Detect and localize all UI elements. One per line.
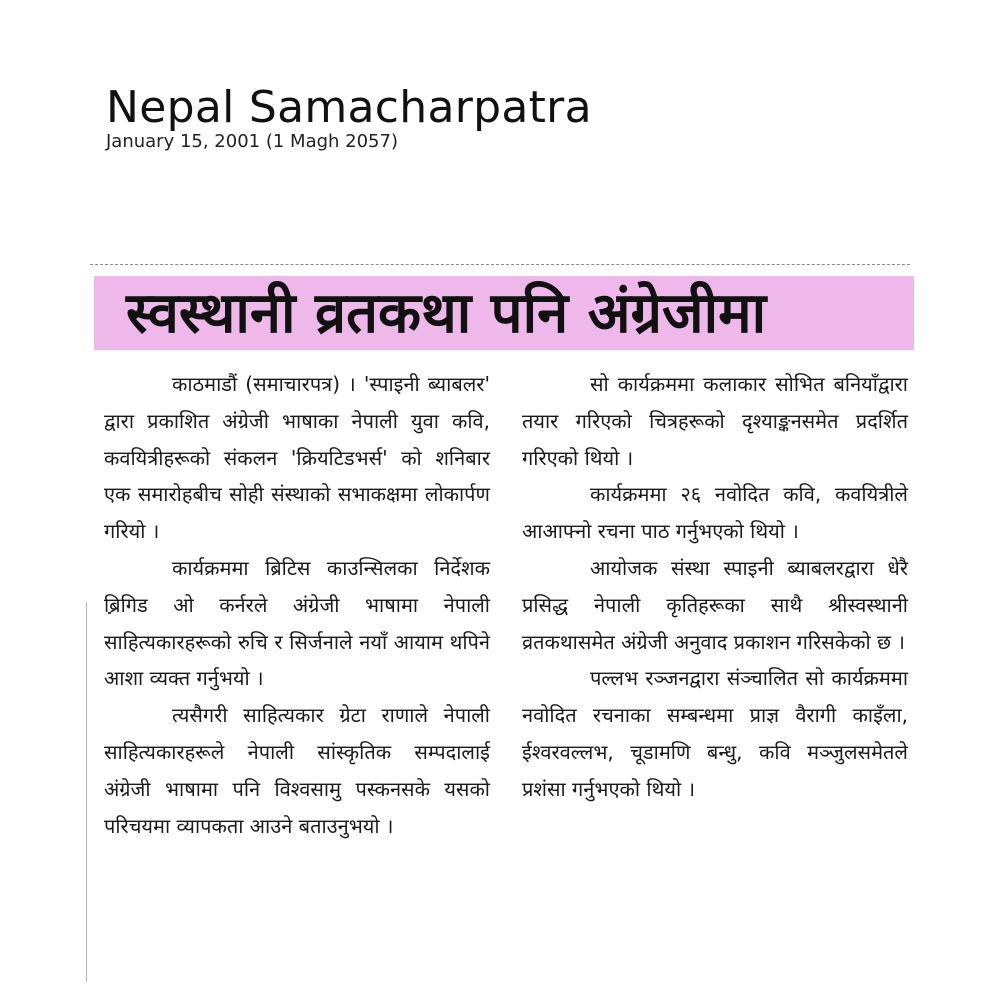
newspaper-clipping xyxy=(86,262,914,982)
right-paragraph: कार्यक्रममा २६ नवोदित कवि, कवयित्रीले आआफ्नो रचना पाठ गर्नुभएको थियो । xyxy=(522,482,908,544)
margin-line xyxy=(86,602,87,982)
top-rule xyxy=(90,264,910,265)
right-column xyxy=(522,366,908,808)
publication-date: January 15, 2001 (1 Magh 2057) xyxy=(106,131,398,152)
left-column xyxy=(104,366,490,844)
left-paragraph: त्यसैगरी साहित्यकार ग्रेटा राणाले नेपाली साहित्यकारहरूले नेपाली सांस्कृतिक सम्पदालाई अंग्रेजी भाषामा पनि विश्वसामु पस्कनसके यसको परिचयमा व्यापकता आउने बताउनुभयो । xyxy=(104,703,490,838)
right-paragraph: आयोजक संस्था स्पाइनी ब्याबलरद्वारा धेरै प्रसिद्ध नेपाली कृतिहरूका साथै श्रीस्वस्थानी व्रतकथासमेत अंग्रेजी अनुवाद प्रकाशन गरिसकेको छ । xyxy=(522,555,908,654)
article-headline: स्वस्थानी व्रतकथा पनि अंग्रेजीमा xyxy=(126,280,767,346)
newspaper-name: Nepal Samacharpatra xyxy=(106,82,592,133)
left-paragraph: कार्यक्रममा ब्रिटिस काउन्सिलका निर्देशक ब्रिगिड ओ कर्नरले अंग्रेजी भाषामा नेपाली साहित्यकारहरूको रुचि र सिर्जनाले नयाँ आयाम थपिने आशा व्यक्त गर्नुभयो । xyxy=(104,555,490,691)
right-paragraph: पल्लभ रञ्जनद्वारा संञ्चालित सो कार्यक्रममा नवोदित रचनाका सम्बन्धमा प्राज्ञ वैरागी काइँला, ईश्वरवल्लभ, चूडामणि बन्धु, कवि मञ्जुलसमेतले प्रशंसा गर्नुभएको थियो । xyxy=(522,666,908,801)
masthead xyxy=(106,84,592,152)
right-paragraph: सो कार्यक्रममा कलाकार सोभित बनियाँद्वारा तयार गरिएको चित्रहरूको दृश्याङ्कनसमेत प्रदर्शित गरिएको थियो । xyxy=(522,372,908,470)
left-paragraph: काठमाडौं (समाचारपत्र) । 'स्पाइनी ब्याबलर' द्वारा प्रकाशित अंग्रेजी भाषाका नेपाली युवा कवि, कवयित्रीहरूको संकलन 'क्रियटिडभर्स' को शनिबार एक समारोहबीच सोही संस्थाको सभाकक्षमा लोकार्पण गरियो । xyxy=(104,372,490,544)
